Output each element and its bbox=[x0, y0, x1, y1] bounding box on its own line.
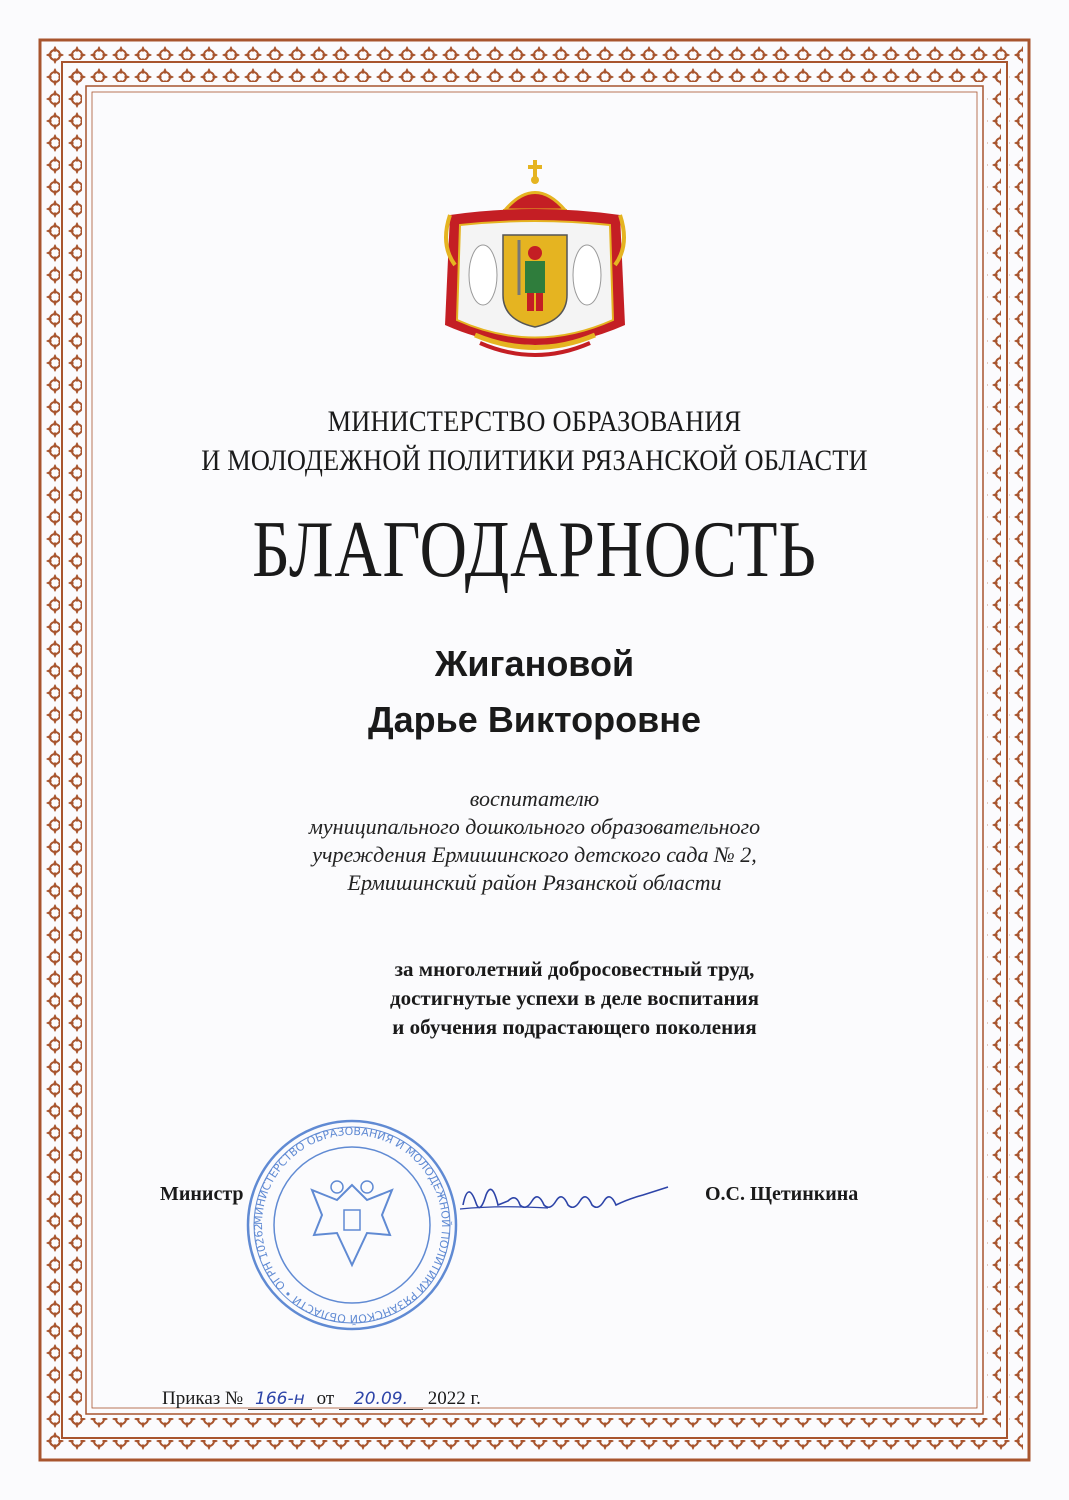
reason-line-3: и обучения подрастающего поколения bbox=[392, 1015, 757, 1039]
recipient-first-name: Дарье Викторовне bbox=[368, 699, 701, 740]
order-date: 20.09. bbox=[339, 1389, 423, 1410]
handwritten-signature bbox=[458, 1175, 678, 1225]
ministry-line-1: МИНИСТЕРСТВО ОБРАЗОВАНИЯ bbox=[327, 405, 742, 438]
ministry-header bbox=[0, 402, 1069, 480]
award-title: БЛАГОДАРНОСТЬ bbox=[252, 506, 817, 594]
reason-line-2: достигнутые успехи в деле воспитания bbox=[389, 986, 760, 1010]
position-line-2: муниципального дошкольного образовательного bbox=[308, 814, 761, 839]
recipient-position bbox=[0, 785, 1069, 897]
coat-of-arms-emblem bbox=[435, 155, 635, 375]
official-stamp bbox=[238, 1105, 462, 1335]
stamp-ring-text: МИНИСТЕРСТВО ОБРАЗОВАНИЯ И МОЛОДЕЖНОЙ ПОЛИТИКИ РЯЗАНСКОЙ ОБЛАСТИ • ОГРН 1026201268840 bbox=[238, 1105, 453, 1326]
order-line bbox=[162, 1388, 481, 1410]
award-reason bbox=[40, 955, 1069, 1042]
signatory-name: О.С. Щетинкина bbox=[705, 1183, 859, 1205]
ministry-line-2: И МОЛОДЕЖНОЙ ПОЛИТИКИ РЯЗАНСКОЙ ОБЛАСТИ bbox=[201, 444, 868, 477]
recipient-surname: Жигановой bbox=[434, 643, 635, 684]
position-line-4: Ермишинский район Рязанской области bbox=[347, 870, 722, 895]
recipient-name bbox=[0, 636, 1069, 748]
svg-text:МИНИСТЕРСТВО ОБРАЗОВАНИЯ И МОЛ bbox=[239, 1105, 453, 1325]
position-line-3: учреждения Ермишинского детского сада № 2, bbox=[312, 842, 757, 867]
order-number: 166-н bbox=[248, 1389, 312, 1410]
order-from-label: от bbox=[316, 1388, 335, 1409]
signatory-title: Министр bbox=[160, 1183, 244, 1205]
order-prefix: Приказ № bbox=[162, 1388, 244, 1409]
reason-line-1: за многолетний добросовестный труд, bbox=[394, 957, 755, 981]
order-year: 2022 г. bbox=[427, 1388, 481, 1409]
position-line-1: воспитателю bbox=[469, 786, 600, 811]
